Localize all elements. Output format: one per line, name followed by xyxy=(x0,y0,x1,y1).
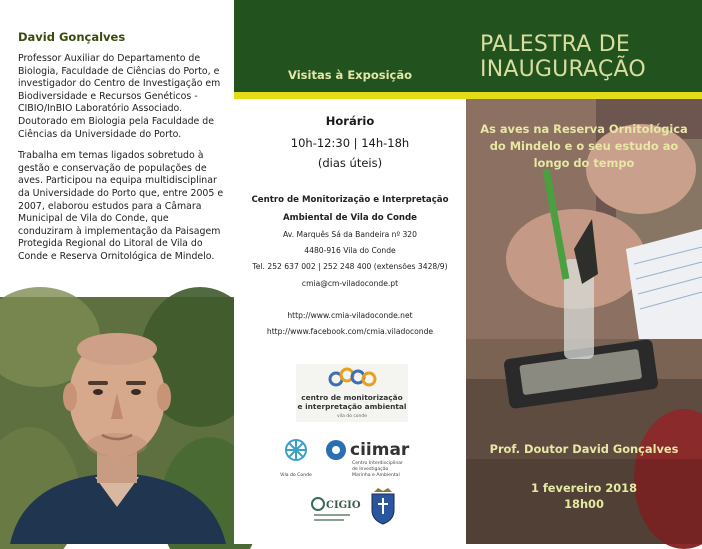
talk-subtitle-line-1: As aves na Reserva Ornitológica xyxy=(480,122,688,136)
center-name-line-2: Ambiental de Vila do Conde xyxy=(282,213,417,223)
schedule-days: (dias úteis) xyxy=(317,156,383,170)
ciimar-name: ciimar xyxy=(350,440,410,460)
cigio-name: CIGIO xyxy=(326,500,361,511)
middle-accent-stripe xyxy=(234,92,466,99)
right-accent-stripe xyxy=(466,92,702,99)
speaker-photo xyxy=(0,297,234,544)
ciimar-line-3: Marinha e Ambiental xyxy=(352,473,400,478)
ciimar-logo xyxy=(326,432,426,478)
event-title xyxy=(480,32,700,82)
talk-subtitle-line-2: do Mindelo e o seu estudo ao xyxy=(489,139,679,153)
center-name-line-1: Centro de Monitorização e Interpretação xyxy=(251,195,449,205)
bio-name: David Gonçalves xyxy=(18,30,126,44)
left-panel xyxy=(0,0,234,544)
contact-email[interactable]: cmia@cm-viladoconde.pt xyxy=(301,279,399,288)
event-time: 18h00 xyxy=(564,497,604,511)
visits-title: Visitas à Exposição xyxy=(288,68,412,82)
ciimar-line-1: Centro Interdisciplinar xyxy=(352,461,403,466)
facebook-link[interactable]: http://www.facebook.com/cmia.viladoconde xyxy=(266,327,434,336)
speaker-bio xyxy=(18,30,224,273)
right-panel xyxy=(466,0,702,544)
event-date: 1 fevereiro 2018 xyxy=(530,481,638,495)
cmia-logo-line-1: centro de monitorização xyxy=(301,393,403,402)
schedule-title: Horário xyxy=(325,114,375,128)
middle-panel xyxy=(234,0,466,544)
bio-paragraph-1: Professor Auxiliar do Departamento de Biologia, Faculdade de Ciências do Porto, e investigador do Centro de Investigação em Biodiversidade e Recursos Genéticos - CIBIO/InBIO Laboratório Associado. Doutorado em Biologia pela Faculdade de Ciências da Universidade do Porto. xyxy=(18,53,221,140)
vila-logo-label: Vila do Conde xyxy=(280,473,312,478)
contact-phone: Tel. 252 637 002 | 252 248 400 (extensões 3428/9) xyxy=(252,262,448,271)
event-title-line-1: PALESTRA DE xyxy=(480,32,630,57)
speaker-name: Prof. Doutor David Gonçalves xyxy=(489,442,679,456)
ciimar-line-2: de Investigação xyxy=(352,467,389,472)
cmia-logo-line-3: vila do conde xyxy=(336,414,368,419)
event-title-line-2: INAUGURAÇÃO xyxy=(480,57,646,82)
address-postal: 4480-916 Vila do Conde xyxy=(304,246,396,255)
vila-do-conde-logo xyxy=(280,432,312,482)
talk-subtitle-line-3: longo do tempo xyxy=(533,156,635,170)
municipal-crest-logo xyxy=(368,486,398,528)
website-link[interactable]: http://www.cmia-viladoconde.net xyxy=(287,311,413,320)
address-street: Av. Marquês Sá da Bandeira nº 320 xyxy=(283,230,417,239)
bio-paragraph-2: Trabalha em temas ligados sobretudo à gestão e conservação de populações de aves. Participou na equipa multidisciplinar da Universidade do Porto que, entre 2005 e 2007, elaborou estudos para a Câmara Municipal de Vila do Conde, que conduziram à implementação da Paisagem Protegida Regional do Litoral de Vila do Conde e Reserva Ornitológica de Mindelo. xyxy=(18,150,224,262)
cmia-logo xyxy=(296,364,408,422)
talk-subtitle xyxy=(466,121,702,172)
cmia-logo-line-2: e interpretação ambiental xyxy=(297,402,407,411)
speaker-portrait-illustration xyxy=(0,297,234,544)
cigio-logo xyxy=(310,490,361,526)
schedule-hours: 10h-12:30 | 14h-18h xyxy=(290,136,410,150)
event-datetime xyxy=(466,480,702,512)
